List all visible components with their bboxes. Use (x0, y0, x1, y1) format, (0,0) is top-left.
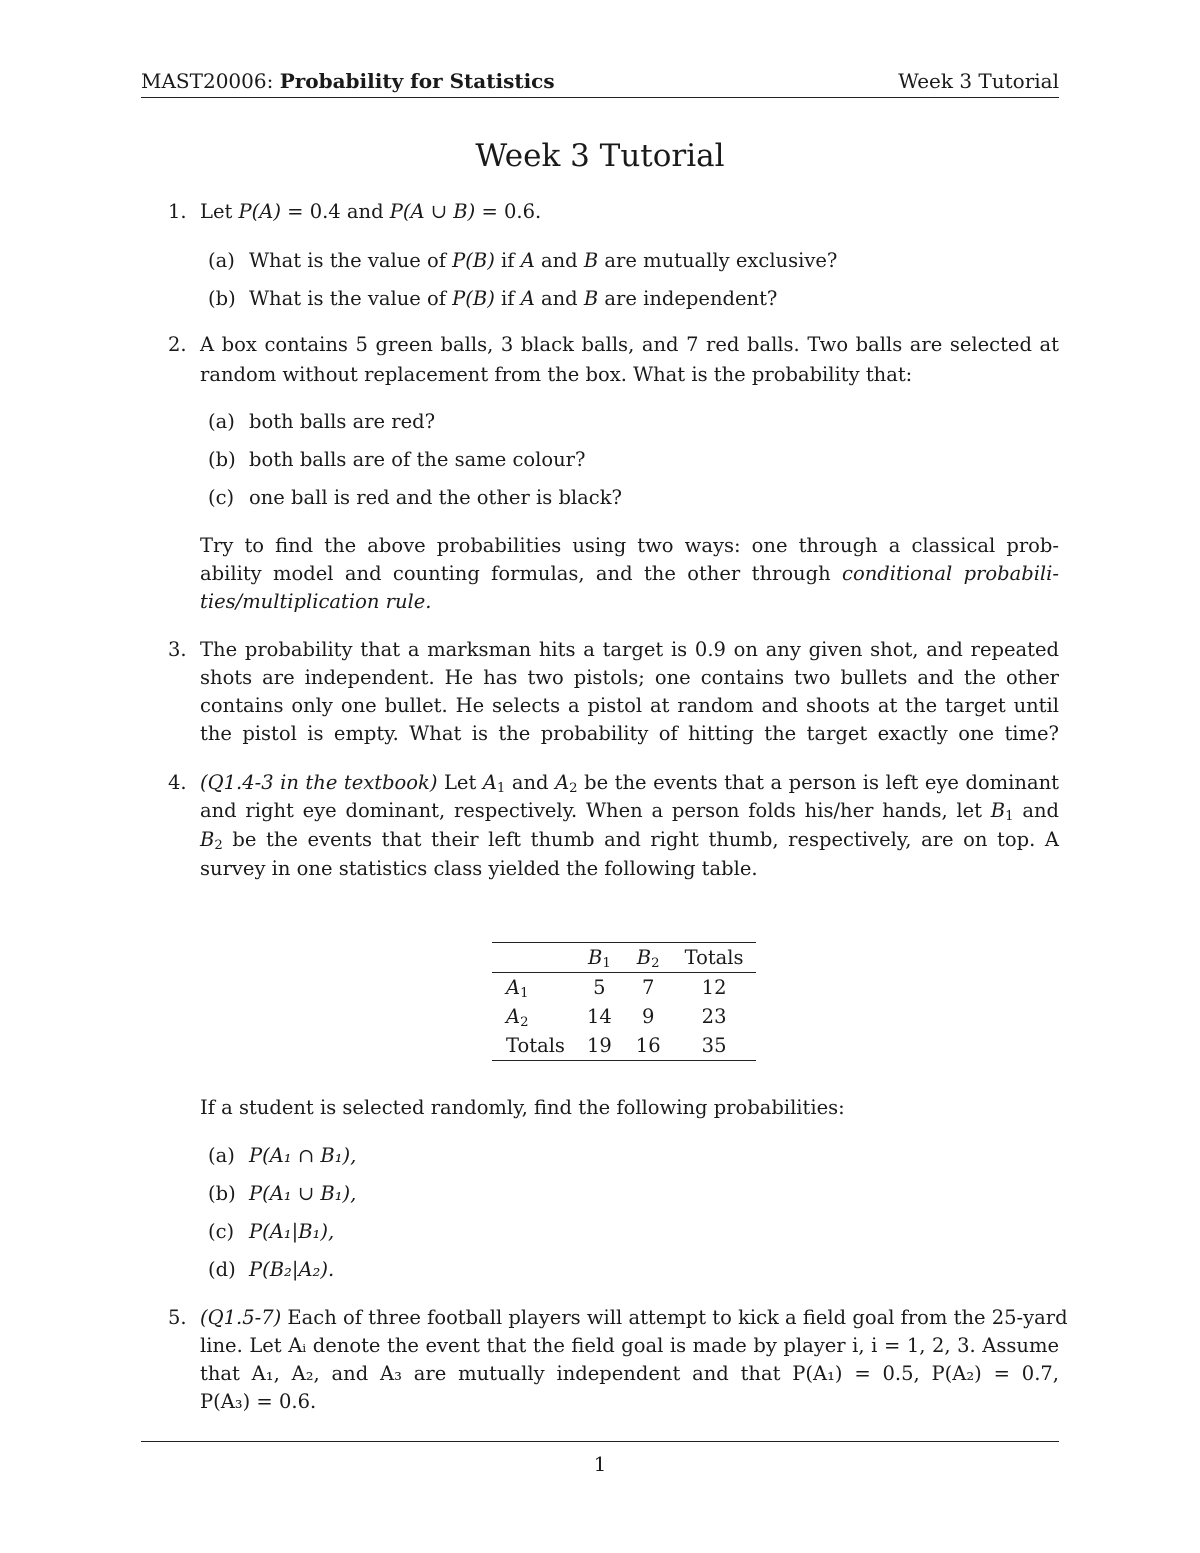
q1-part-a-label: (a) (208, 249, 235, 272)
q4-part-d-expr: P(B₂|A₂). (249, 1258, 335, 1281)
q4-part-d-label: (d) (208, 1258, 236, 1281)
q5-text-line-1: (Q1.5-7) Each of three football players will attempt to kick a field goal from the 25-yard (200, 1306, 1068, 1329)
page-number: 1 (593, 1452, 607, 1476)
course-title: Probability for Statistics (279, 69, 555, 93)
q4-number: 4. (168, 771, 187, 794)
table-row (492, 1031, 756, 1061)
q4-text-line-2: and right eye dominant, respectively. When a person folds his/her hands, let $B_1$ and (200, 799, 1059, 824)
table-col-header: $B_2$ (624, 943, 673, 973)
table-row-header: $A_1$ (506, 976, 529, 1001)
q4-part-c-label: (c) (208, 1220, 235, 1243)
q2-part-a-label: (a) (208, 410, 235, 433)
q4-text-line-3: $B_2$ be the events that their left thumb and right thumb, respectively, are on top. A (200, 828, 1059, 853)
q3-number: 3. (168, 638, 187, 661)
table-cell: 7 (641, 976, 655, 999)
q2-number: 2. (168, 333, 187, 356)
header-rule (141, 97, 1059, 98)
table-cell: 9 (641, 1005, 655, 1028)
q5-text-line-4: P(A₃) = 0.6. (200, 1390, 317, 1413)
q1-intro: Let P(A) = 0.4 and P(A ∪ B) = 0.6. (200, 200, 542, 223)
q1-part-b-label: (b) (208, 287, 236, 310)
q2-part-b-label: (b) (208, 448, 236, 471)
q2-part-b-text: both balls are of the same colour? (249, 448, 586, 471)
table-cell: 35 (673, 1031, 756, 1061)
q3-text-line-3: contains only one bullet. He selects a pistol at random and shoots at the target until (200, 694, 1059, 717)
table-cell: 23 (701, 1005, 727, 1028)
page-title: Week 3 Tutorial (475, 138, 725, 174)
course-code: MAST20006: (141, 69, 274, 93)
running-header-right: Week 3 Tutorial (898, 69, 1059, 93)
table-row-header: $A_2$ (506, 1005, 529, 1030)
q1-number: 1. (168, 200, 187, 223)
table-cell: 5 (593, 976, 606, 999)
table-corner-cell (492, 943, 575, 973)
running-header-left (141, 68, 555, 94)
table-col-header: $B_1$ (575, 943, 624, 973)
q3-text-line-4: the pistol is empty. What is the probability of hitting the target exactly one time? (200, 722, 1059, 745)
q2-part-a-text: both balls are red? (249, 410, 436, 433)
table-header-row (492, 943, 756, 973)
q2-part-c-text: one ball is red and the other is black? (249, 486, 622, 509)
table-row (492, 1002, 756, 1031)
q4-after-table: If a student is selected randomly, find the following probabilities: (200, 1096, 845, 1119)
table-row-header: Totals (492, 1031, 575, 1061)
q4-reference: (Q1.4-3 in the textbook) (200, 771, 438, 794)
q4-part-b-label: (b) (208, 1182, 236, 1205)
q2-note-line-3: ties/multiplication rule. (200, 590, 432, 613)
q1-part-a-text: What is the value of P(B) if A and B are mutually exclusive? (249, 249, 838, 272)
q1-part-b-text: What is the value of P(B) if A and B are independent? (249, 287, 778, 310)
q3-text-line-1: The probability that a marksman hits a target is 0.9 on any given shot, and repeated (200, 638, 1059, 661)
q4-part-b-expr: P(A₁ ∪ B₁), (249, 1182, 357, 1205)
contingency-table (492, 942, 756, 1061)
table-col-header: Totals (673, 943, 756, 973)
q5-text-line-2: line. Let Aᵢ denote the event that the field goal is made by player i, i = 1, 2, 3. Assume (200, 1334, 1059, 1357)
table-cell: 12 (701, 976, 727, 999)
q4-text-line-4: survey in one statistics class yielded the following table. (200, 857, 758, 880)
q3-text-line-2: shots are independent. He has two pistols; one contains two bullets and the other (200, 666, 1059, 689)
q2-text-line-1: A box contains 5 green balls, 3 black balls, and 7 red balls. Two balls are selected at (200, 333, 1059, 356)
q2-note-line-1: Try to find the above probabilities using two ways: one through a classical prob- (200, 534, 1059, 557)
footer-rule (141, 1441, 1059, 1442)
q2-note-line-2: ability model and counting formulas, and the other through conditional probabili- (200, 562, 1059, 585)
q4-part-a-expr: P(A₁ ∩ B₁), (249, 1144, 357, 1167)
q4-text-line-1: (Q1.4-3 in the textbook) Let $A_1$ and $A_2$ be the events that a person is left eye dominant (200, 771, 1059, 796)
q5-reference: (Q1.5-7) (200, 1306, 282, 1329)
q2-part-c-label: (c) (208, 486, 235, 509)
table-cell: 16 (624, 1031, 673, 1061)
table-cell: 19 (575, 1031, 624, 1061)
table-cell: 14 (586, 1005, 612, 1028)
table-row (492, 973, 756, 1003)
q2-text-line-2: random without replacement from the box. What is the probability that: (200, 363, 913, 386)
q5-text-line-3: that A₁, A₂, and A₃ are mutually independent and that P(A₁) = 0.5, P(A₂) = 0.7, (200, 1362, 1059, 1385)
q4-part-a-label: (a) (208, 1144, 235, 1167)
q5-number: 5. (168, 1306, 187, 1329)
q4-part-c-expr: P(A₁|B₁), (249, 1220, 335, 1243)
